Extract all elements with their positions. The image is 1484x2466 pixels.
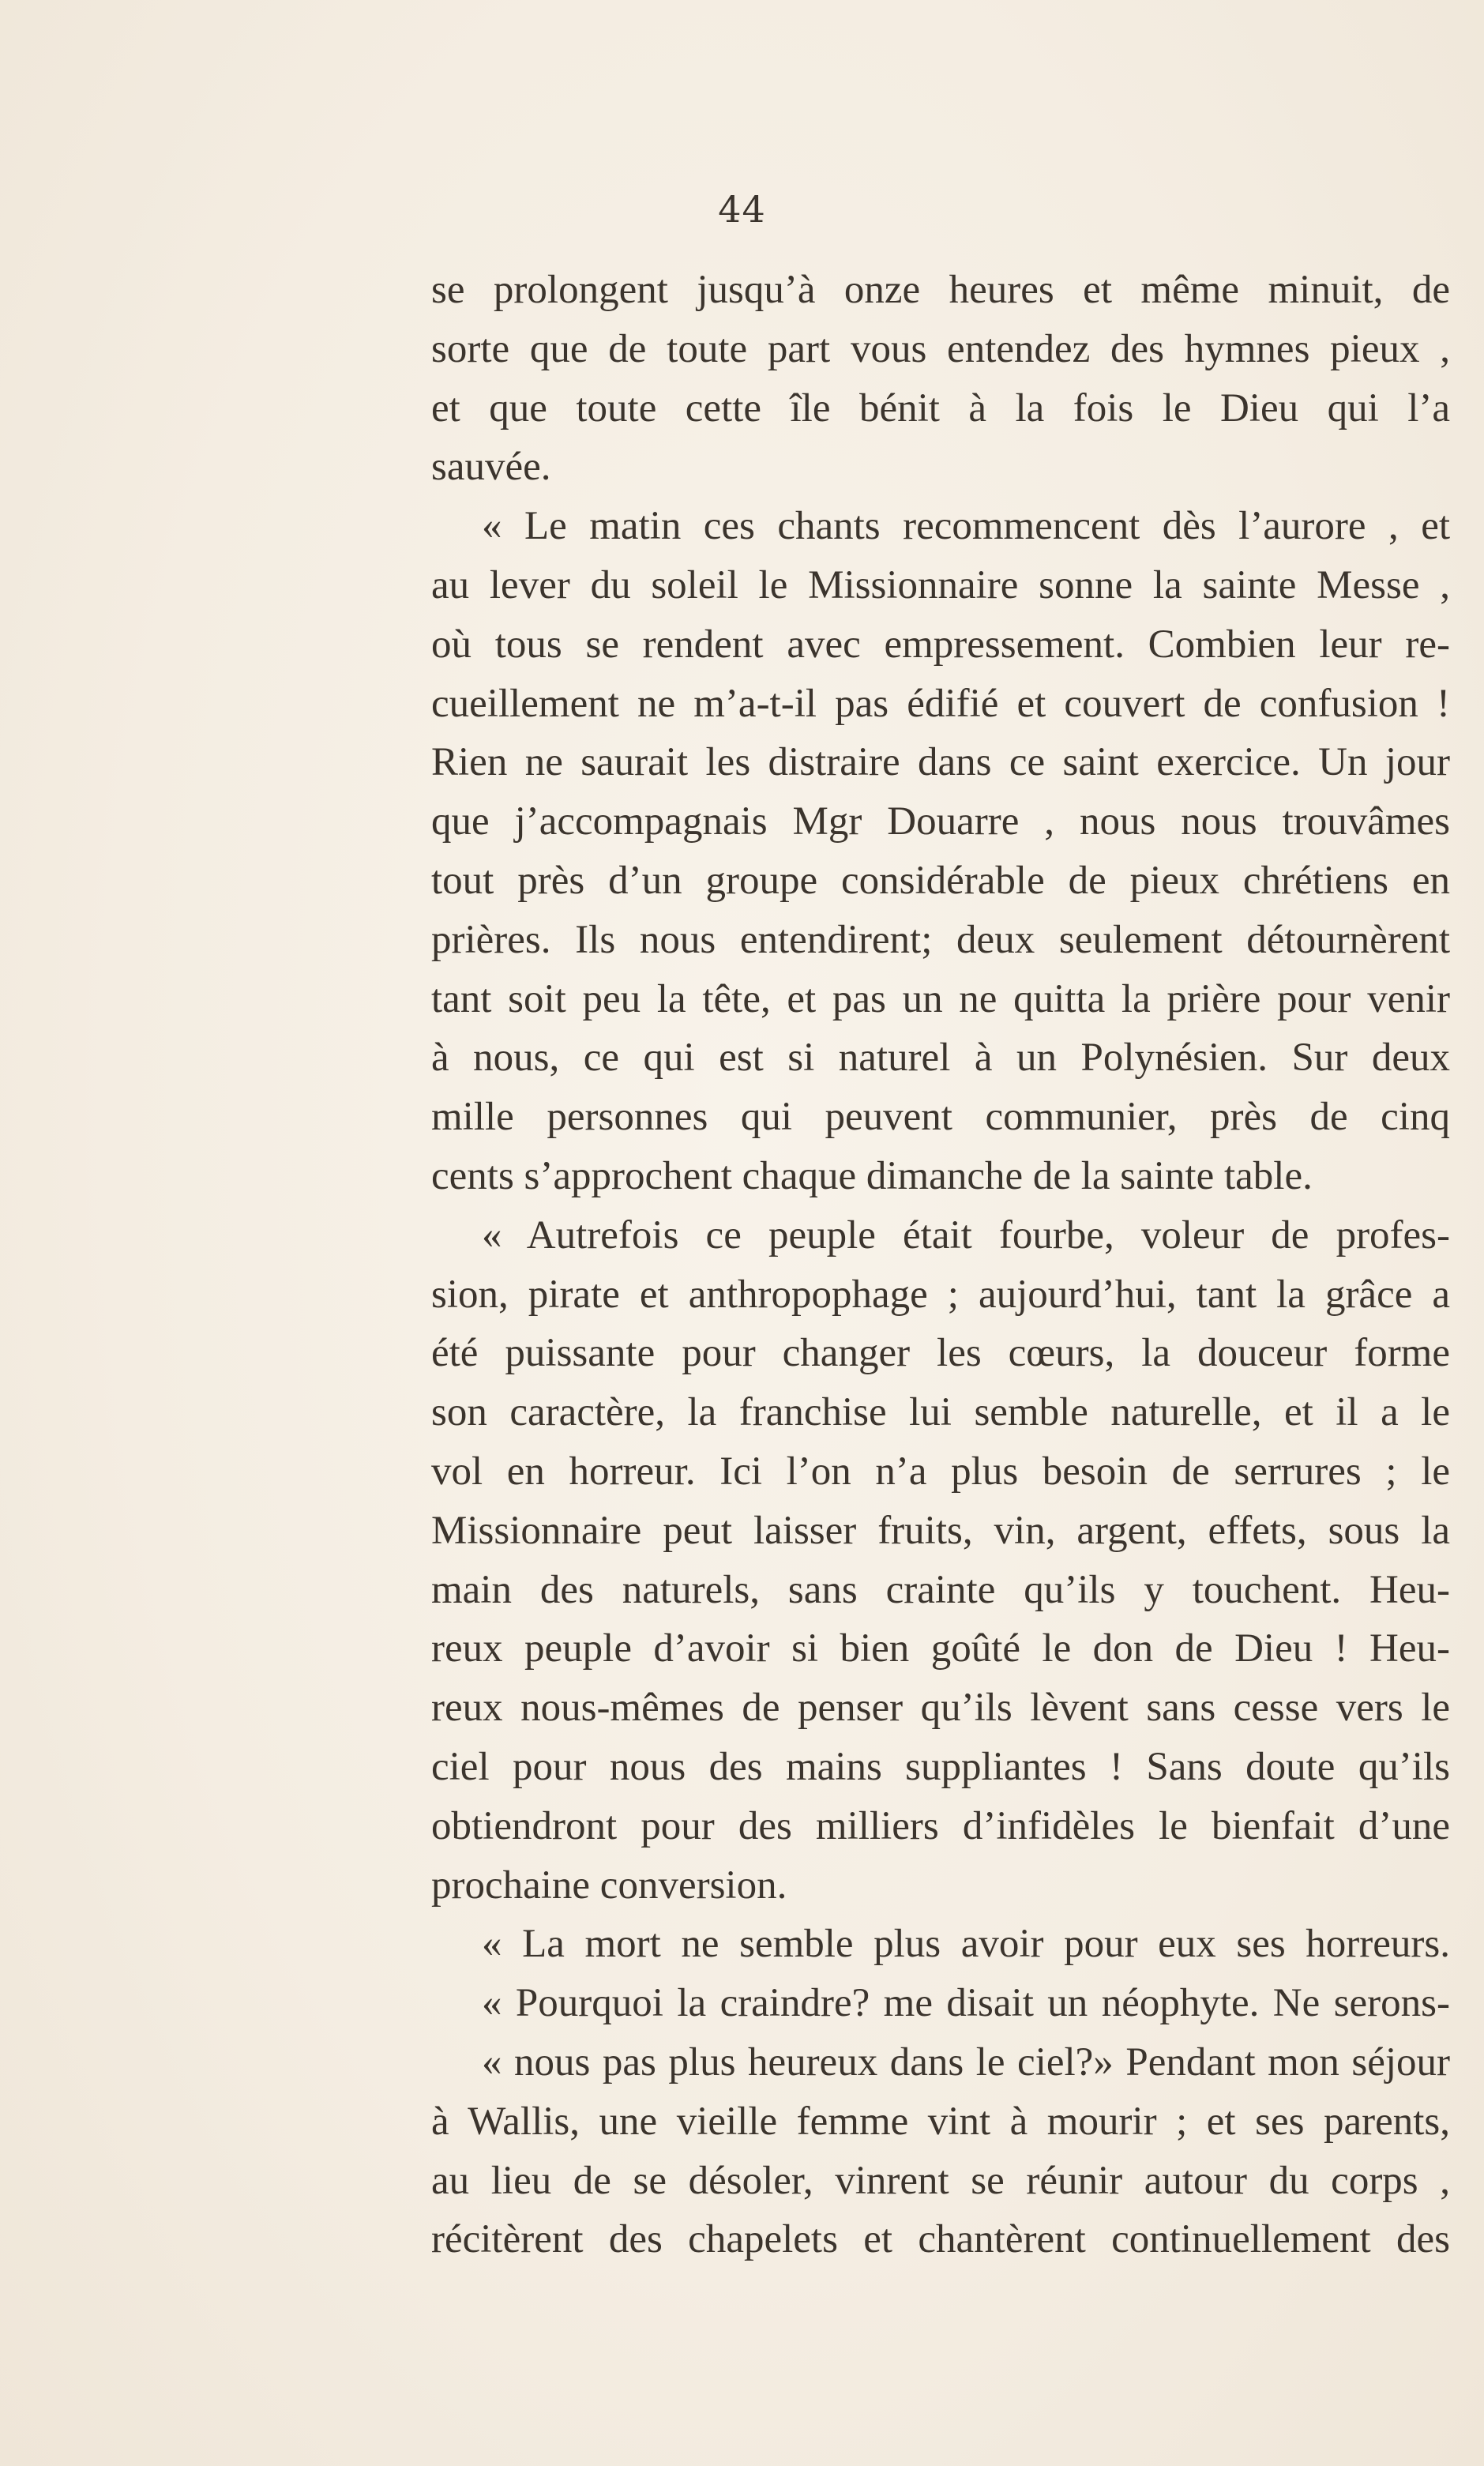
text-line: Rien ne saurait les distraire dans ce saint exercice. Un jour xyxy=(431,740,1450,785)
text-line: se prolongent jusqu’à onze heures et même minuit, de xyxy=(431,268,1450,312)
text-line: « Le matin ces chants recommencent dès l’aurore , et xyxy=(482,504,1450,549)
text-line: récitèrent des chapelets et chantèrent continuellement des xyxy=(431,2217,1450,2262)
text-line: « La mort ne semble plus avoir pour eux ses horreurs. xyxy=(482,1922,1450,1967)
text-line: Missionnaire peut laisser fruits, vin, argent, effets, sous la xyxy=(431,1508,1450,1553)
text-line: vol en horreur. Ici l’on n’a plus besoin de serrures ; le xyxy=(431,1449,1450,1494)
text-line: « Pourquoi la craindre? me disait un néophyte. Ne serons- xyxy=(482,1981,1450,2026)
text-line: son caractère, la franchise lui semble naturelle, et il a le xyxy=(431,1390,1450,1435)
text-line: où tous se rendent avec empressement. Combien leur re- xyxy=(431,622,1450,667)
body-text xyxy=(431,261,1450,2269)
text-line: reux peuple d’avoir si bien goûté le don de Dieu ! Heu- xyxy=(431,1626,1450,1671)
text-line: obtiendront pour des milliers d’infidèles le bienfait d’une xyxy=(431,1803,1450,1848)
text-line: été puissante pour changer les cœurs, la douceur forme xyxy=(431,1331,1450,1376)
text-line: sorte que de toute part vous entendez des hymnes pieux , xyxy=(431,326,1450,371)
text-line: reux nous-mêmes de penser qu’ils lèvent sans cesse vers le xyxy=(431,1686,1450,1731)
text-line: prières. Ils nous entendirent; deux seulement détournèrent xyxy=(431,917,1450,962)
text-line: au lieu de se désoler, vinrent se réunir autour du corps , xyxy=(431,2158,1450,2203)
text-line: tant soit peu la tête, et pas un ne quitta la prière pour venir xyxy=(431,976,1450,1021)
text-line: cents s’approchent chaque dimanche de la sainte table. xyxy=(431,1153,1313,1198)
text-line: et que toute cette île bénit à la fois le Dieu qui l’a xyxy=(431,385,1450,430)
text-line: sauvée. xyxy=(431,445,551,490)
text-line: prochaine conversion. xyxy=(431,1863,787,1908)
text-line: mille personnes qui peuvent communier, près de cinq xyxy=(431,1095,1450,1140)
text-line: à nous, ce qui est si naturel à un Polynésien. Sur deux xyxy=(431,1036,1450,1081)
text-line: tout près d’un groupe considérable de pieux chrétiens en xyxy=(431,858,1450,903)
text-line: ciel pour nous des mains suppliantes ! Sans doute qu’ils xyxy=(431,1744,1450,1789)
text-line: cueillement ne m’a-t-il pas édifié et couvert de confusion ! xyxy=(431,681,1450,726)
text-line: « Autrefois ce peuple était fourbe, voleur de profes- xyxy=(482,1212,1450,1257)
text-line: que j’accompagnais Mgr Douarre , nous nous trouvâmes xyxy=(431,799,1450,844)
text-line: au lever du soleil le Missionnaire sonne la sainte Messe , xyxy=(431,562,1450,607)
text-line: à Wallis, une vieille femme vint à mourir ; et ses parents, xyxy=(431,2099,1450,2144)
text-line: « nous pas plus heureux dans le ciel?» Pendant mon séjour xyxy=(482,2039,1450,2084)
page-number: 44 xyxy=(718,188,766,231)
text-line: main des naturels, sans crainte qu’ils y touchent. Heu- xyxy=(431,1567,1450,1612)
text-line: sion, pirate et anthropophage ; aujourd’hui, tant la grâce a xyxy=(431,1272,1450,1317)
